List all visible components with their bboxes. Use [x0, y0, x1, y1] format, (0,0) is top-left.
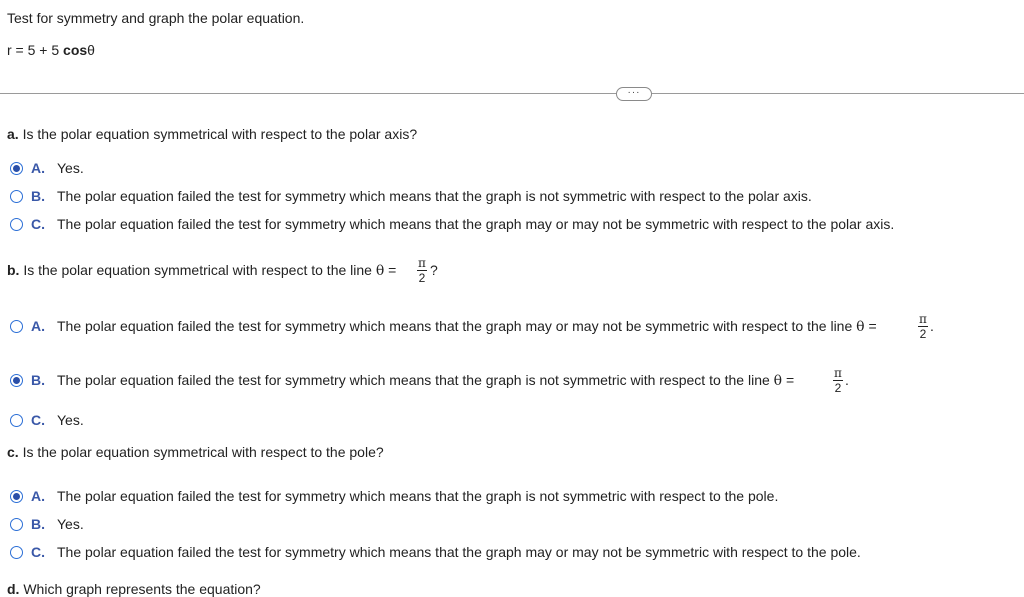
radio-b-option-a[interactable]: [10, 320, 23, 333]
pi-symbol: π: [919, 312, 927, 326]
question-c: [7, 444, 384, 460]
question-c-text: Is the polar equation symmetrical with respect to the pole?: [22, 444, 384, 460]
option-letter: C.: [31, 216, 45, 232]
equation-theta: θ: [87, 42, 95, 58]
question-c-label: c.: [7, 444, 19, 460]
equation-cos: cos: [63, 42, 88, 58]
theta-symbol: θ: [856, 319, 865, 335]
radio-a-option-a[interactable]: [10, 162, 23, 175]
option-b-a-suffix: .: [930, 318, 934, 334]
option-a-a-text[interactable]: Yes.: [57, 160, 84, 176]
question-a-label: a.: [7, 126, 19, 142]
option-letter: B.: [31, 188, 45, 204]
radio-b-option-b[interactable]: [10, 374, 23, 387]
radio-c-option-c[interactable]: [10, 546, 23, 559]
question-d-text: Which graph represents the equation?: [23, 581, 261, 597]
question-a-text: Is the polar equation symmetrical with respect to the polar axis?: [22, 126, 418, 142]
more-button[interactable]: ···: [616, 87, 652, 101]
pi-symbol: π: [418, 256, 426, 270]
divider: [0, 93, 1024, 94]
pi-over-two-fraction: [417, 257, 427, 284]
pi-over-two-fraction: [918, 313, 928, 340]
option-letter: A.: [31, 160, 45, 176]
option-a-b-text[interactable]: The polar equation failed the test for symmetry which means that the graph is not symmetric with respect to the polar axis.: [57, 188, 812, 204]
option-b-c-text[interactable]: Yes.: [57, 412, 84, 428]
equation-prefix: r = 5 + 5: [7, 42, 64, 58]
option-b-b-suffix: .: [845, 372, 849, 388]
option-letter: B.: [31, 516, 45, 532]
radio-a-option-b[interactable]: [10, 190, 23, 203]
option-letter: A.: [31, 488, 45, 504]
question-b-suffix: ?: [430, 262, 438, 278]
denominator: 2: [919, 327, 927, 341]
equals-sign: =: [864, 318, 877, 334]
option-letter: B.: [31, 372, 45, 388]
option-letter: C.: [31, 412, 45, 428]
question-d-label: d.: [7, 581, 20, 597]
theta-symbol: θ: [375, 263, 385, 279]
pi-over-two-fraction: [833, 367, 843, 394]
instruction-text: Test for symmetry and graph the polar equation.: [7, 10, 305, 26]
question-b-label: b.: [7, 262, 20, 278]
question-b-text: Is the polar equation symmetrical with respect to the line: [23, 262, 372, 278]
question-d: [7, 581, 261, 597]
denominator: 2: [834, 381, 842, 395]
polar-equation: [7, 42, 95, 58]
radio-c-option-a[interactable]: [10, 490, 23, 503]
option-b-b-text[interactable]: The polar equation failed the test for symmetry which means that the graph is not symmetric with respect to the line θ =: [57, 372, 795, 389]
question-b: [7, 262, 396, 279]
equals-sign: =: [782, 372, 795, 388]
option-b-a-text[interactable]: The polar equation failed the test for symmetry which means that the graph may or may not be symmetric with respect to the line θ =: [57, 318, 877, 335]
denominator: 2: [418, 271, 426, 285]
option-c-c-text[interactable]: The polar equation failed the test for symmetry which means that the graph may or may not be symmetric with respect to the pole.: [57, 544, 861, 560]
option-c-b-text[interactable]: Yes.: [57, 516, 84, 532]
option-letter: C.: [31, 544, 45, 560]
option-c-a-text[interactable]: The polar equation failed the test for symmetry which means that the graph is not symmetric with respect to the pole.: [57, 488, 779, 504]
radio-b-option-c[interactable]: [10, 414, 23, 427]
equals-sign: =: [384, 262, 397, 278]
question-a: [7, 126, 417, 142]
radio-c-option-b[interactable]: [10, 518, 23, 531]
option-a-c-text[interactable]: The polar equation failed the test for symmetry which means that the graph may or may not be symmetric with respect to the polar axis.: [57, 216, 895, 232]
pi-symbol: π: [834, 366, 842, 380]
option-letter: A.: [31, 318, 45, 334]
theta-symbol: θ: [773, 373, 783, 389]
radio-a-option-c[interactable]: [10, 218, 23, 231]
